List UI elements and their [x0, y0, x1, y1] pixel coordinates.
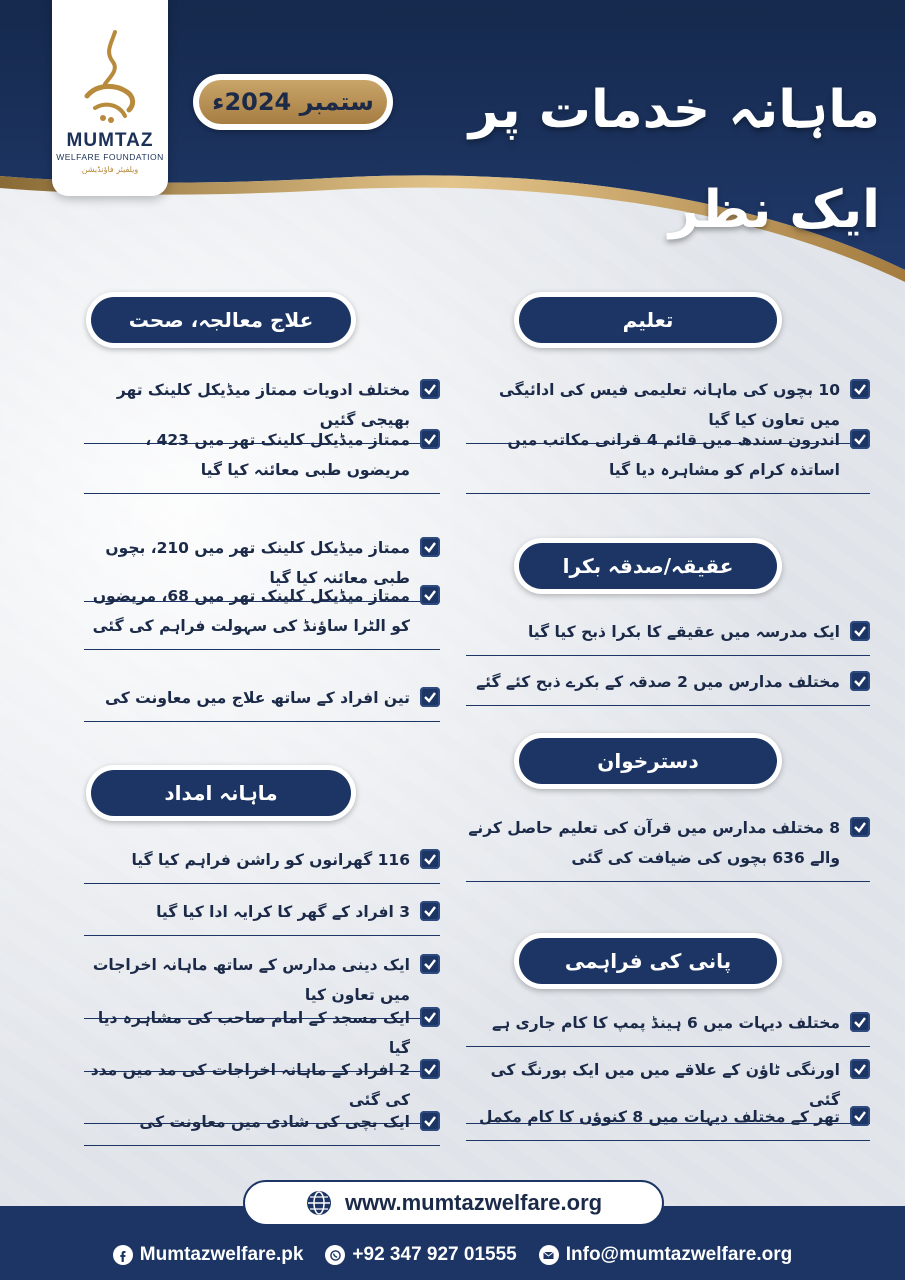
item-text: 8 مختلف مدارس میں قرآن کی تعلیم حاصل کرنے والے 636 بچوں کی ضیافت کی گئی [468, 819, 840, 867]
list-item [466, 667, 870, 706]
item-text: اندرون سندھ میں قائم 4 قرانی مکاتب میں اساتذہ کرام کو مشاہرہ دیا گیا [507, 431, 840, 479]
checkbox-icon [850, 1106, 870, 1126]
brand-name: MUMTAZ [66, 130, 154, 151]
item-text: 116 گھرانوں کو راشن فراہم کیا گیا [131, 851, 410, 869]
checkbox-icon [420, 429, 440, 449]
logo-card [52, 0, 168, 196]
section-pill-dastarkhwan [514, 733, 782, 789]
checkbox-icon [850, 1012, 870, 1032]
item-text: مختلف مدارس میں 2 صدقہ کے بکرے ذبح کئے گئے [476, 673, 840, 691]
checkbox-icon [850, 1059, 870, 1079]
list-item [466, 1102, 870, 1141]
phone-number: +92 347 927 01555 [352, 1244, 517, 1265]
item-text: ایک بچی کی شادی میں معاونت کی [139, 1113, 410, 1131]
globe-icon [305, 1189, 333, 1217]
list-item [84, 845, 440, 884]
item-text: تین افراد کے ساتھ علاج میں معاونت کی [105, 689, 410, 707]
section-pill-water [514, 933, 782, 989]
facebook-handle: Mumtazwelfare.pk [139, 1244, 304, 1265]
checkbox-icon [420, 901, 440, 921]
checkbox-icon [850, 429, 870, 449]
checkbox-icon [420, 585, 440, 605]
facebook-icon [113, 1245, 133, 1265]
brand-urdu-name: ویلفیئر فاؤنڈیشن [81, 165, 139, 174]
section-pill-aqiqa [514, 538, 782, 594]
item-text: مختلف ادویات ممتاز میڈیکل کلینک تھر بھیجی گئیں [116, 381, 410, 429]
checkbox-icon [420, 687, 440, 707]
item-text: ایک مدرسہ میں عقیقے کا بکرا ذبح کیا گیا [527, 623, 840, 641]
item-text: ایک دینی مدارس کے ساتھ ماہانہ اخراجات میں تعاون کیا [92, 956, 410, 1004]
checkbox-icon [850, 621, 870, 641]
section-title-health: علاج معالجہ، صحت [91, 297, 351, 343]
section-title-water: پانی کی فراہمی [519, 938, 777, 984]
section-title-dastarkhwan: دسترخوان [519, 738, 777, 784]
checkbox-icon [420, 537, 440, 557]
section-pill-monthly-aid [86, 765, 356, 821]
email-contact[interactable] [539, 1244, 793, 1266]
website-link[interactable] [243, 1180, 664, 1226]
list-item [466, 425, 870, 494]
checkbox-icon [850, 817, 870, 837]
website-url: www.mumtazwelfare.org [344, 1190, 603, 1215]
item-text: مختلف دیہات میں 6 ہینڈ پمپ کا کام جاری ہے [492, 1014, 840, 1032]
item-text: ایک مسجد کے امام صاحب کی مشاہرہ دیا گیا [97, 1009, 410, 1057]
list-item [466, 617, 870, 656]
section-pill-education [514, 292, 782, 348]
phone-contact[interactable] [325, 1244, 516, 1266]
list-item [84, 683, 440, 722]
checkbox-icon [420, 379, 440, 399]
section-pill-health [86, 292, 356, 348]
brand-subtitle: WELFARE FOUNDATION [56, 152, 164, 162]
list-item [466, 813, 870, 882]
item-text: 2 افراد کے ماہانہ اخراجات کی مد میں مدد کی گئی [90, 1061, 410, 1109]
item-text: ممتاز میڈیکل کلینک تھر میں 210، بچوں طبی معائنہ کیا گیا [105, 539, 410, 587]
item-text: 10 بچوں کی ماہانہ تعلیمی فیس کی ادائیگی میں تعاون کیا گیا [498, 381, 840, 429]
item-text: ممتاز میڈیکل کلینک تھر میں 68، مریضوں کو الٹرا ساؤنڈ کی سہولت فراہم کی گئی [92, 587, 410, 635]
checkbox-icon [420, 1111, 440, 1131]
whatsapp-icon [325, 1245, 345, 1265]
list-item [84, 897, 440, 936]
list-item [84, 425, 440, 494]
mail-icon [539, 1245, 559, 1265]
date-badge [193, 74, 393, 130]
checkbox-icon [420, 1007, 440, 1027]
item-text: اورنگی ٹاؤن کے علاقے میں میں ایک بورنگ کی گئی [490, 1061, 840, 1109]
list-item [84, 1107, 440, 1146]
facebook-contact[interactable] [113, 1244, 304, 1266]
calligraphy-logo-icon [75, 26, 145, 126]
section-title-monthly-aid: ماہانہ امداد [91, 770, 351, 816]
checkbox-icon [420, 1059, 440, 1079]
checkbox-icon [850, 671, 870, 691]
section-title-aqiqa: عقیقہ/صدقہ بکرا [519, 543, 777, 589]
page-title: ماہانہ خدمات پر ایک نظر [468, 80, 880, 240]
section-title-education: تعلیم [519, 297, 777, 343]
item-text: تھر کے مختلف دیہات میں 8 کنوؤں کا کام مکمل [479, 1108, 840, 1126]
item-text: ممتاز میڈیکل کلینک تھر میں 423 ، مریضوں طبی معائنہ کیا گیا [145, 431, 410, 479]
date-text: ستمبر 2024ء [199, 80, 387, 124]
list-item [466, 1008, 870, 1047]
list-item [84, 581, 440, 650]
email-address: Info@mumtazwelfare.org [565, 1244, 793, 1265]
checkbox-icon [850, 379, 870, 399]
checkbox-icon [420, 954, 440, 974]
checkbox-icon [420, 849, 440, 869]
item-text: 3 افراد کے گھر کا کرایہ ادا کیا گیا [156, 903, 410, 921]
